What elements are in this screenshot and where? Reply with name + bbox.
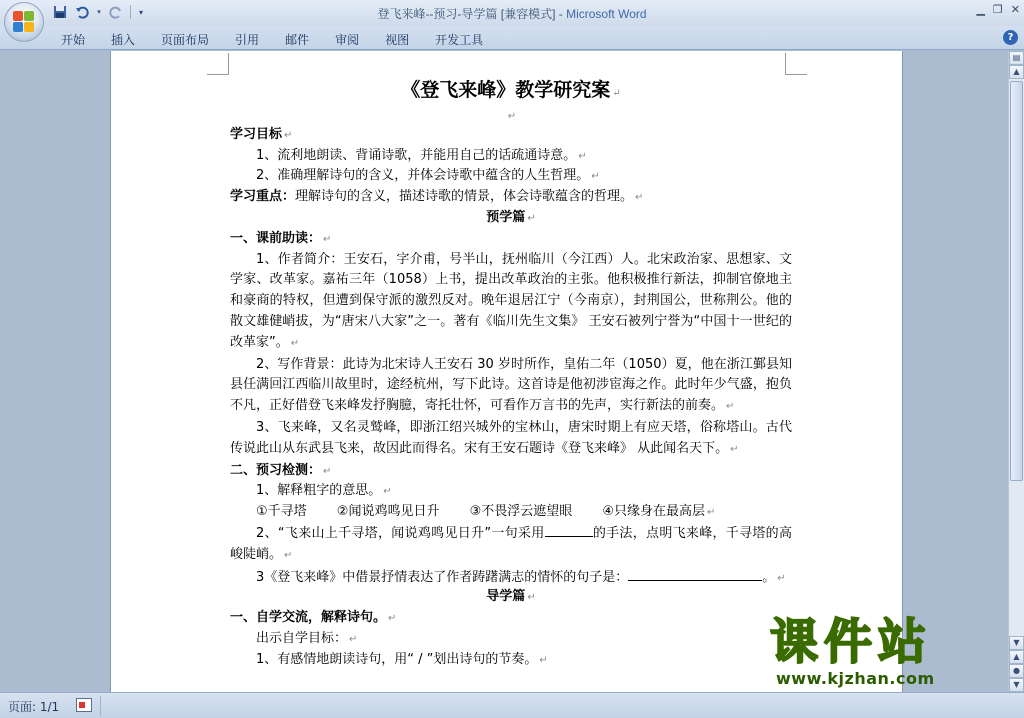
focus-line: 学习重点：理解诗句的含义，描述诗歌的情景，体会诗歌蕴含的哲理。 ↵ <box>230 189 644 205</box>
help-icon[interactable]: ? <box>1003 30 1018 45</box>
objective-2: 2、准确理解诗句的含义，并体会诗歌中蕴含的人生哲理。 ↵ <box>256 168 600 184</box>
undo-dropdown-icon[interactable]: ▾ <box>97 8 101 16</box>
ribbon-tab-bar <box>0 26 1024 50</box>
document-page[interactable] <box>110 51 903 692</box>
document-title: 登飞来峰--预习-导学篇 [兼容模式] - <box>377 7 567 21</box>
vertical-scrollbar[interactable] <box>1008 51 1024 692</box>
document-heading: 《登飞来峰》教学研究案 ↵ <box>401 79 621 101</box>
guide-heading: 导学篇 ↵ <box>486 589 536 605</box>
watermark-url: www.kjzhan.com <box>776 669 935 688</box>
tab-view[interactable]: 视图 <box>385 33 410 47</box>
title-bar <box>0 0 1024 26</box>
proofing-icon[interactable] <box>76 698 92 712</box>
objective-1: 1、流利地朗读、背诵诗歌，并能用自己的话疏通诗意。 ↵ <box>256 147 587 163</box>
peak-intro: 3、飞来峰，又名灵鹫峰，即浙江绍兴城外的宝林山，唐宋时期上有应天塔，俗称塔山。古代传说此山从东武县飞来，故因此而得名。宋有王安石题诗《登飞来峰》 从此闻名天下。 ↵ <box>230 419 792 456</box>
office-button[interactable] <box>4 2 44 42</box>
q1-item-3: ③不畏浮云遮望眼 <box>469 504 573 520</box>
window-title <box>0 5 1024 22</box>
ruler-toggle-icon[interactable]: ▤ <box>1009 51 1024 65</box>
document-content[interactable] <box>230 76 792 671</box>
next-page-icon[interactable]: ▼ <box>1009 678 1024 692</box>
watermark-main: 课件站 <box>770 614 933 670</box>
author-intro: 1、作者简介：王安石，字介甫，号半山，抚州临川（今江西）人。北宋政治家、思想家、文学家、改革家。嘉祐三年（1058）上书，提出改革政治的主张。他积极推行新法，抑制官僚地主和豪商的特权，但遭到保守派的激烈反对。晚年退居江宁（今南京），封荆国公，世称荆公。他的散文雄健峭拔，为“唐宋八大家”之一。著有《临川先生文集》 王安石被列宁誉为“中国十一世纪的改革家”。 ↵ <box>230 251 792 350</box>
page-count[interactable]: 页面: 1/1 <box>8 700 60 714</box>
browse-object-icon[interactable]: ● <box>1009 664 1024 678</box>
empty-paragraph: ↵ <box>507 111 517 122</box>
section2-heading: 二、预习检测： ↵ <box>230 462 332 478</box>
margin-corner-top-right <box>785 53 807 75</box>
ribbon-tabs <box>48 31 496 48</box>
answer-blank[interactable] <box>545 523 593 537</box>
customize-toolbar-icon[interactable]: ▾ <box>138 7 143 17</box>
question-3: 3《登飞来峰》中借景抒情表达了作者踌躇满志的情怀的句子是： 。 ↵ <box>230 567 792 588</box>
focus-label: 学习重点： <box>230 189 296 205</box>
question-1: 1、解释粗字的意思。 ↵ <box>256 483 392 499</box>
restore-icon[interactable]: ❐ <box>992 3 1003 16</box>
app-name: Microsoft Word <box>566 7 647 21</box>
previous-page-icon[interactable]: ▲ <box>1009 650 1024 664</box>
objectives-heading: 学习目标 ↵ <box>230 126 293 142</box>
tab-page-layout[interactable]: 页面布局 <box>161 33 210 47</box>
minimize-icon[interactable]: ▁ <box>976 3 985 16</box>
scroll-up-icon[interactable]: ▲ <box>1009 65 1024 79</box>
tab-developer[interactable]: 开发工具 <box>435 33 484 47</box>
question-1-items: ①千寻塔 ②闻说鸡鸣见日升 ③不畏浮云遮望眼 ④只缘身在最高层 ↵ <box>256 504 716 520</box>
document-area[interactable] <box>0 51 1008 692</box>
paragraph-mark: ↵ <box>612 88 621 99</box>
scroll-down-icon[interactable]: ▼ <box>1009 636 1024 650</box>
q1-item-1: ①千寻塔 <box>256 504 307 520</box>
office-logo-icon <box>13 11 35 33</box>
scroll-bottom-buttons <box>1009 636 1024 692</box>
last-item: 1、有感情地朗读诗句，用“ / ”划出诗句的节奏。 ↵ <box>256 651 548 667</box>
tab-mailings[interactable]: 邮件 <box>285 33 310 47</box>
tab-home[interactable]: 开始 <box>61 33 86 47</box>
question-2: 2、“飞来山上千寻塔，闻说鸡鸣见日升”一句采用 的手法，点明飞来峰，千寻塔的高峻陡峭。 ↵ <box>230 523 792 567</box>
margin-corner-top-left <box>207 53 229 75</box>
show-goal: 出示自学目标： ↵ <box>256 630 358 646</box>
tab-review[interactable]: 审阅 <box>335 33 360 47</box>
tab-references[interactable]: 引用 <box>235 33 260 47</box>
status-divider <box>100 696 101 716</box>
status-bar <box>0 692 1024 718</box>
section3-heading: 一、自学交流，解释诗句。 ↵ <box>230 610 397 626</box>
background: 2、写作背景：此诗为北宋诗人王安石 30 岁时所作，皇佑二年（1050）夏，他在浙江鄞县知县任满回江西临川故里时，途经杭州，写下此诗。这首诗是他初涉宦海之作。此时年少气盛，抱负不凡，正好借登飞来峰发抒胸臆，寄托壮怀，可看作万言书的先声，实行新法的前奏。 ↵ <box>230 356 792 414</box>
focus-text: 理解诗句的含义，描述诗歌的情景，体会诗歌蕴含的哲理。 <box>295 189 634 205</box>
q1-item-2: ②闻说鸡鸣见日升 <box>336 504 440 520</box>
tab-insert[interactable]: 插入 <box>111 33 136 47</box>
scroll-thumb[interactable] <box>1010 81 1023 481</box>
section1-heading: 一、课前助读： ↵ <box>230 230 332 246</box>
answer-blank[interactable] <box>628 567 762 581</box>
preview-heading: 预学篇 ↵ <box>486 209 536 225</box>
window-controls <box>976 3 1020 16</box>
close-icon[interactable]: ✕ <box>1010 3 1020 16</box>
q1-item-4: ④只缘身在最高层 <box>602 504 706 520</box>
